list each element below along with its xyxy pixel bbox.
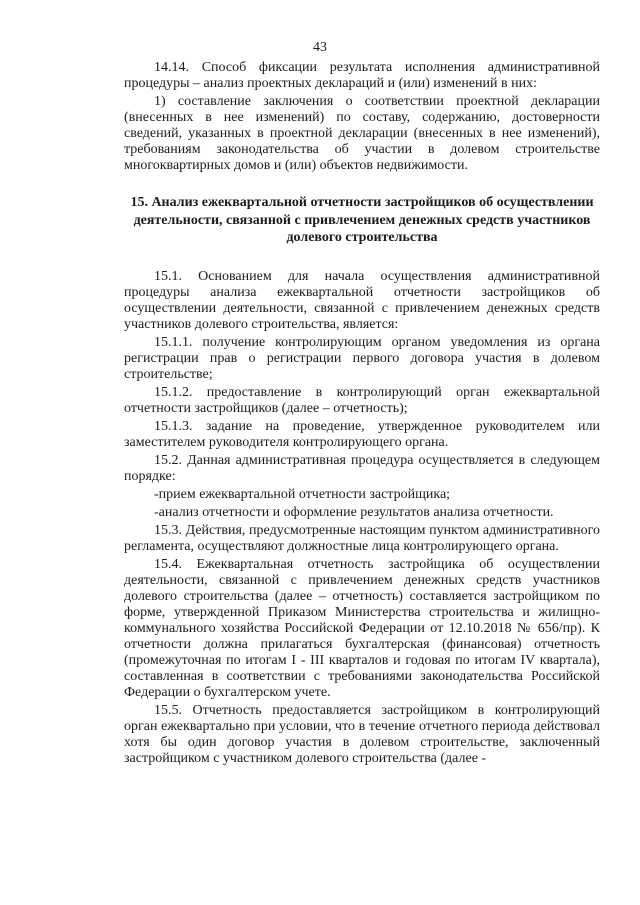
paragraph-15-1-3: 15.1.3. задание на проведение, утвержденное руководителем или заместителем руководителя контролирующего органа. [124,418,600,450]
paragraph-15-4: 15.4. Ежеквартальная отчетность застройщика об осуществлении деятельности, связанной с привлечением денежных средств участников долевого строительства (далее – отчетность) составляется застройщиком по форме, утвержденной Приказом Министерства строительства и жилищно-коммунального хозяйства Российской Федерации от 12.10.2018 № 656/пр). К отчетности должна прилагаться бухгалтерская (финансовая) отчетность (промежуточная по итогам I - III кварталов и годовая по итогам IV квартала), составленная в соответствии с требованиями законодательства Российской Федерации о бухгалтерском учете. [124,556,600,700]
page-number: 43 [313,40,327,55]
paragraph-15-5: 15.5. Отчетность предоставляется застройщиком в контролирующий орган ежеквартально при условии, что в течение отчетного периода действовал хотя бы один договор участия в долевом строительстве, заключенный застройщиком с участником долевого строительства (далее - [124,702,600,766]
paragraph-14-14: 14.14. Способ фиксации результата исполнения административной процедуры – анализ проектных деклараций и (или) изменений в них: [124,60,600,91]
list-item-reception: -прием ежеквартальной отчетности застройщика; [154,486,451,502]
paragraph-15-1-1: 15.1.1. получение контролирующим органом уведомления из органа регистрации прав о регистрации первого договора участия в долевом строительстве; [124,334,600,382]
paragraph-15-1: 15.1. Основанием для начала осуществления административной процедуры анализа ежеквартальной отчетности застройщиков об осуществлении деятельности, связанной с привлечением денежных средств участников долевого строительства, является: [124,268,600,332]
paragraph-15-2: 15.2. Данная административная процедура осуществляется в следующем порядке: [124,452,600,484]
paragraph-15-3: 15.3. Действия, предусмотренные настоящим пунктом административного регламента, осуществляют должностные лица контролирующего органа. [124,522,600,554]
list-item-analysis: -анализ отчетности и оформление результатов анализа отчетности. [154,504,554,520]
paragraph-15-1-2: 15.1.2. предоставление в контролирующий орган ежеквартальной отчетности застройщиков (далее – отчетность); [124,384,600,416]
section-heading: 15. Анализ ежеквартальной отчетности застройщиков об осуществлении деятельности, связанной с привлечением денежных средств участников долевого строительства [130,195,594,245]
document-body [124,60,600,767]
paragraph-14-14-item-1: 1) составление заключения о соответствии проектной декларации (внесенных в нее изменений) по составу, содержанию, достоверности сведений, указанных в проектной декларации (внесенных в нее изменений), требованиям законодательства об участии в долевом строительстве многоквартирных домов и (или) объектов недвижимости. [124,94,600,173]
